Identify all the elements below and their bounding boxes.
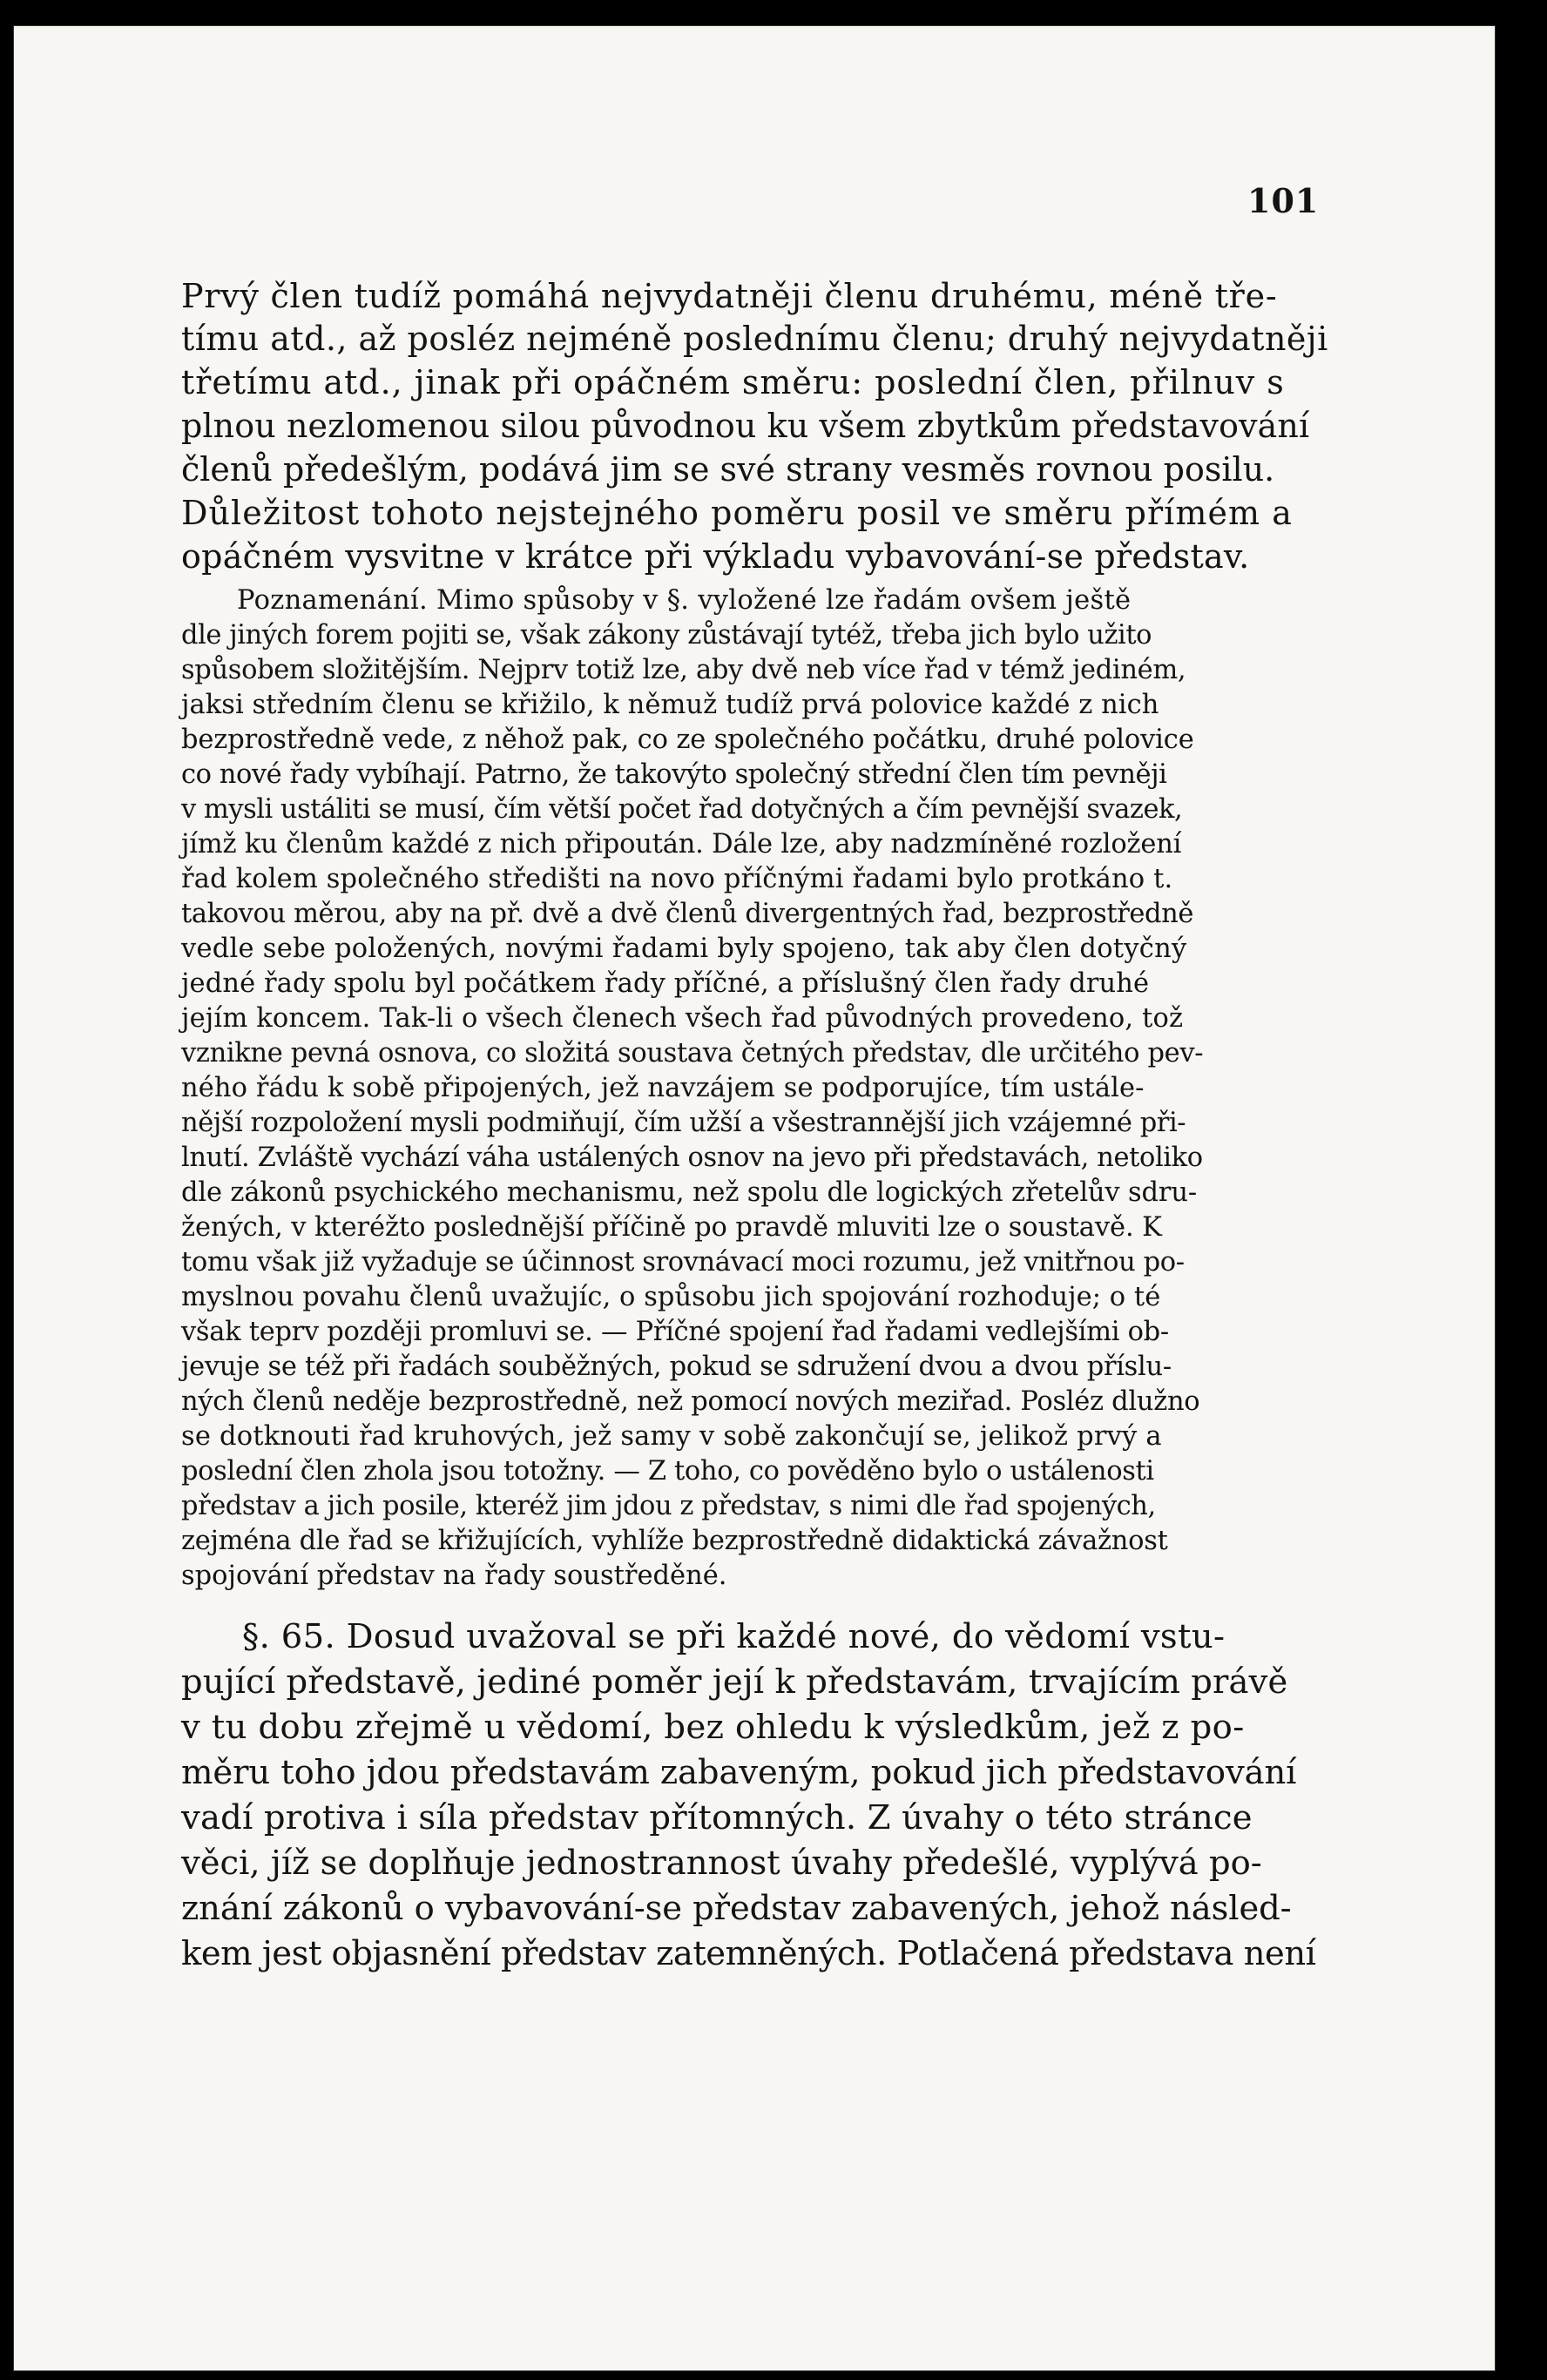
note-line: ného řádu k sobě připojených, jež navzájem se podporujíce, tím ustále- xyxy=(181,1073,1145,1103)
section-line: měru toho jdou představám zabaveným, pokud jich představování xyxy=(181,1753,1297,1792)
section-line: pující představě, jediné poměr její k představám, trvajícím právě xyxy=(181,1662,1288,1702)
note-line: však teprv později promluvi se. — Příčné spojení řad řadami vedlejšími ob- xyxy=(181,1317,1169,1347)
section-line: vadí protiva i síla představ přítomných. Z úvahy o této stránce xyxy=(181,1798,1253,1837)
note-line: Poznamenání. Mimo spůsoby v §. vyložené lze řadám ovšem ještě xyxy=(237,585,1132,616)
note-line: poslední člen zhola jsou totožny. — Z toho, co pověděno bylo o ustálenosti xyxy=(181,1456,1154,1487)
note-line: dle jiných forem pojiti se, však zákony zůstávají tytéž, třeba jich bylo užito xyxy=(181,620,1152,651)
paragraph-line: plnou nezlomenou silou původnou ku všem zbytkům představování xyxy=(181,407,1310,445)
page-number: 101 xyxy=(1247,181,1320,220)
note-line: jedné řady spolu byl počátkem řady příčné, a příslušný člen řady druhé xyxy=(181,968,1150,999)
paragraph-line: Prvý člen tudíž pomáhá nejvydatněji členu druhému, méně tře- xyxy=(181,277,1278,315)
paragraph-line: Důležitost tohoto nejstejného poměru posil ve směru přímém a xyxy=(181,494,1293,532)
note-line: v mysli ustáliti se musí, čím větší počet řad dotyčných a čím pevnější svazek, xyxy=(181,794,1183,825)
note-line: žených, v kteréžto poslednější příčině po pravdě mluviti lze o soustavě. K xyxy=(181,1212,1162,1243)
section-line: v tu dobu zřejmě u vědomí, bez ohledu k výsledkům, jež z po- xyxy=(181,1708,1245,1747)
note-line: zejména dle řad se křižujících, vyhlíže bezprostředně didaktická závažnost xyxy=(181,1526,1168,1556)
note-line: bezprostředně vede, z něhož pak, co ze společného počátku, druhé polovice xyxy=(181,725,1194,755)
paragraph-line: třetímu atd., jinak při opáčném směru: poslední člen, přilnuv s xyxy=(181,363,1285,401)
note-line: řad kolem společného středišti na novo příčnými řadami bylo protkáno t. xyxy=(181,864,1173,894)
note-line: tomu však již vyžaduje se účinnost srovnávací moci rozumu, jež vnitřnou po- xyxy=(181,1247,1185,1278)
note-line: vedle sebe položených, novými řadami byly spojeno, tak aby člen dotyčný xyxy=(181,934,1187,964)
note-line: vznikne pevná osnova, co složitá soustava četných představ, dle určitého pev- xyxy=(181,1038,1204,1069)
paragraph-line: členů předešlým, podává jim se své strany vesměs rovnou posilu. xyxy=(181,450,1275,489)
note-line: dle zákonů psychického mechanismu, než spolu dle logických zřetelův sdru- xyxy=(181,1177,1197,1208)
paragraph-line: opáčném vysvitne v krátce při výkladu vybavování-se představ. xyxy=(181,537,1250,576)
note-line: představ a jich posile, kteréž jim jdou z představ, s nimi dle řad spojených, xyxy=(181,1491,1156,1521)
section-line: §. 65. Dosud uvažoval se při každé nové, do vědomí vstu- xyxy=(242,1617,1226,1656)
note-line: spůsobem složitějším. Nejprv totiž lze, aby dvě neb více řad v témž jediném, xyxy=(181,655,1186,685)
book-page xyxy=(14,26,1495,2370)
note-line: jímž ku členům každé z nich připoután. Dále lze, aby nadzmíněné rozložení xyxy=(181,829,1182,860)
note-line: lnutí. Zvláště vychází váha ustálených osnov na jevo při představách, netoliko xyxy=(181,1143,1203,1173)
note-line: jejím koncem. Tak-li o všech členech všech řad původných provedeno, tož xyxy=(181,1003,1184,1034)
note-line: co nové řady vybíhají. Patrno, že takovýto společný střední člen tím pevněji xyxy=(181,759,1167,790)
section-line: znání zákonů o vybavování-se představ zabavených, jehož násled- xyxy=(181,1889,1292,1928)
section-line: kem jest objasnění představ zatemněných. Potlačená představa není xyxy=(181,1934,1316,1973)
note-line: se dotknouti řad kruhových, jež samy v sobě zakončují se, jelikož prvý a xyxy=(181,1421,1162,1452)
note-line: spojování představ na řady soustředěné. xyxy=(181,1561,727,1591)
paragraph-line: tímu atd., až posléz nejméně poslednímu členu; druhý nejvydatněji xyxy=(181,320,1328,358)
note-line: takovou měrou, aby na př. dvě a dvě členů divergentných řad, bezprostředně xyxy=(181,899,1194,929)
note-line: jaksi středním členu se křižilo, k němuž tudíž prvá polovice každé z nich xyxy=(181,690,1159,720)
note-line: ných členů neděje bezprostředně, než pomocí nových meziřad. Posléz dlužno xyxy=(181,1386,1200,1417)
note-line: jevuje se též při řadách souběžných, pokud se sdružení dvou a dvou příslu- xyxy=(181,1352,1172,1382)
note-line: nější rozpoložení mysli podmiňují, čím užší a všestrannější jich vzájemné při- xyxy=(181,1108,1186,1138)
note-line: myslnou povahu členů uvažujíc, o spůsobu jich spojování rozhoduje; o té xyxy=(181,1282,1161,1312)
section-line: věci, jíž se doplňuje jednostrannost úvahy předešlé, vyplývá po- xyxy=(181,1844,1262,1883)
